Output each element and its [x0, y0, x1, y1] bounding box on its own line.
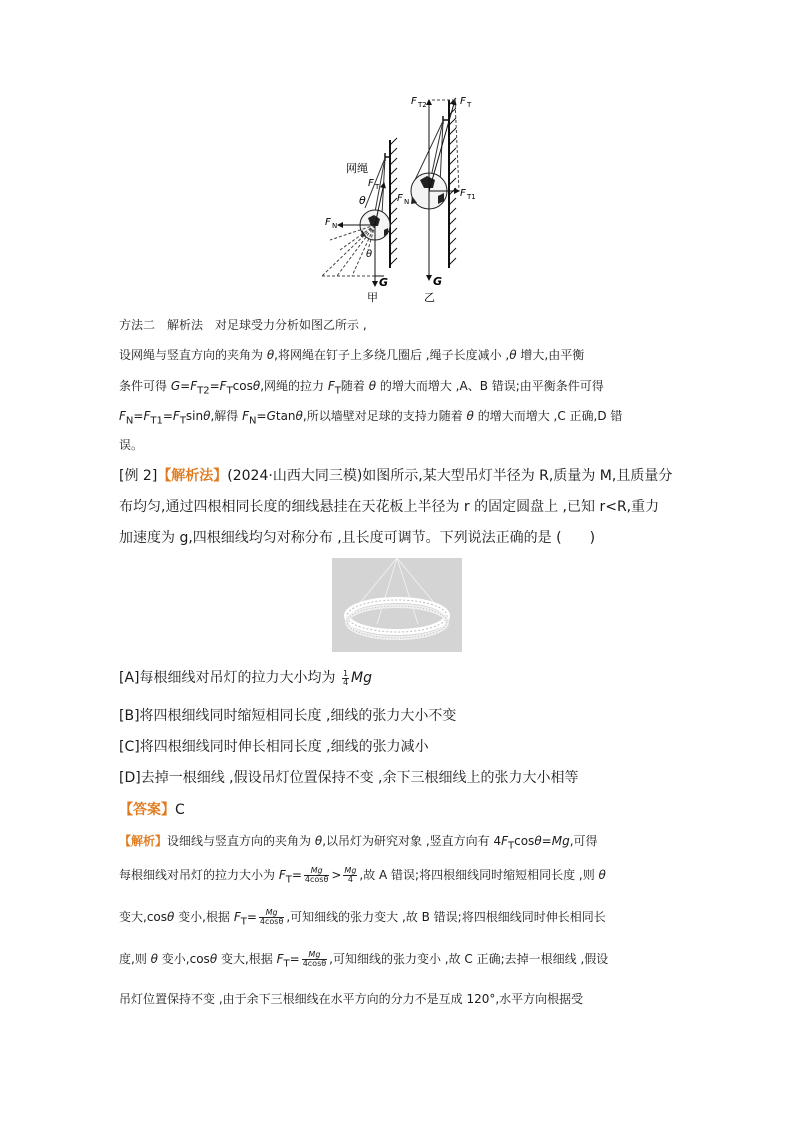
label-fn-jia: F — [325, 217, 331, 228]
label-ft-yi: F — [460, 96, 466, 107]
label-ft2: F — [411, 96, 417, 107]
label-yi: 乙 — [424, 291, 435, 304]
label-ft-jia: F — [368, 178, 374, 189]
answer-tag: 【答案】 — [119, 802, 175, 818]
fraction-mg-4: $\frac{Mg}{4}$ — [344, 866, 357, 884]
fraction-mg-4cos-2: $\frac{Mg}{4\cos\theta}$ — [259, 908, 284, 926]
analysis-line1: 【解析】设细线与竖直方向的夹角为 θ,以吊灯为研究对象 ,竖直方向有 $4F_T\cos\theta=Mg$,可得 — [119, 834, 598, 852]
example-tag: [例 2] — [119, 468, 158, 484]
label-ft1-sub: T1 — [467, 193, 476, 201]
method2-line1: 方法二 解析法 对足球受力分析如图乙所示 , — [119, 318, 367, 332]
analysis-tag: 【解析】 — [119, 834, 168, 848]
example2-line1-text: (2024·山西大同三模)如图所示,某大型吊灯半径为 R,质量为 M,且质量分 — [227, 468, 673, 484]
answer-value: C — [175, 802, 185, 818]
option-b: [B]将四根细线同时缩短相同长度 ,细线的张力大小不变 — [119, 708, 457, 724]
label-jia: 甲 — [367, 291, 378, 304]
label-wangsheng: 网绳 — [346, 162, 368, 175]
method2-line2: 设网绳与竖直方向的夹角为 θ,将网绳在钉子上多绕几圈后 ,绳子长度减小 ,θ 增大,由平衡 — [119, 348, 585, 362]
label-ft-jia-sub: T — [375, 183, 380, 191]
example2-line1 — [119, 466, 679, 486]
label-fn-jia-sub: N — [332, 222, 338, 230]
label-g-yi: G — [433, 275, 443, 288]
label-theta-jia: θ — [359, 194, 366, 207]
method2-line3: 条件可得 $G=F_{T2}=F_T\cos\theta$,网绳的拉力 $F_T$随着 θ 的增大而增大 ,A、B 错误;由平衡条件可得 — [119, 379, 604, 397]
wall-yi — [449, 98, 456, 268]
method-tag: 【解析法】 — [157, 468, 228, 484]
wall-jia — [390, 138, 397, 268]
label-fn-yi: F — [397, 193, 403, 204]
option-d: [D]去掉一根细线 ,假设吊灯位置保持不变 ,余下三根细线上的张力大小相等 — [119, 770, 579, 786]
analysis-line5: 吊灯位置保持不变 ,由于余下三根细线在水平方向的分力不是互成 120°,水平方向根据受 — [119, 992, 584, 1006]
analysis-line4: 度,则 θ 变小,cosθ 变大,根据 $F_T=$ $\frac{Mg}{4\cos\theta}$ ,可知细线的张力变小 ,故 C 正确;去掉一根细线 ,假设 — [119, 950, 609, 970]
label-ft-yi-sub: T — [467, 101, 472, 109]
option-c: [C]将四根细线同时伸长相同长度 ,细线的张力减小 — [119, 739, 429, 755]
label-g-jia: G — [379, 276, 389, 289]
label-ft2-sub: T2 — [418, 101, 427, 109]
label-ft1: F — [460, 188, 466, 199]
option-a-fraction: $\frac{1}{4}$ — [342, 668, 349, 687]
analysis-line2: 每根细线对吊灯的拉力大小为 $F_T=$ $\frac{Mg}{4\cos\theta}$ > $\frac{Mg}{4}$ ,故 A 错误;将四根细线同时缩短相同长度 ,则 θ — [119, 866, 606, 886]
answer-line — [119, 800, 679, 820]
label-theta-jia-2: θ — [366, 249, 373, 260]
fraction-mg-4cos-3: $\frac{Mg}{4\cos\theta}$ — [302, 950, 327, 968]
label-fn-yi-sub: N — [404, 198, 410, 206]
force-diagram-figure — [0, 0, 794, 310]
option-a: [A]每根细线对吊灯的拉力大小均为 $\frac{1}{4}$ Mg — [119, 668, 373, 687]
example2-line3: 加速度为 g,四根细线均匀对称分布 ,且长度可调节。下列说法正确的是 ( ) — [119, 530, 596, 546]
fraction-mg-4cos: $\frac{Mg}{4\cos\theta}$ — [304, 866, 329, 884]
method2-line4: $F_N=F_{T1}=F_T\sin\theta$,解得 $F_N=Gtan\theta$,所以墙壁对足球的支持力随着 θ 的增大而增大 ,C 正确,D 错 — [119, 409, 623, 427]
analysis-line3: 变大,cosθ 变小,根据 $F_T=$ $\frac{Mg}{4\cos\theta}$ ,可知细线的张力变大 ,故 B 错误;将四根细线同时伸长相同长 — [119, 908, 606, 928]
method2-line5: 误。 — [119, 438, 144, 452]
example2-line2: 布均匀,通过四根相同长度的细线悬挂在天花板上半径为 r 的固定圆盘上 ,已知 r<R,重力 — [119, 499, 660, 515]
chandelier-photo — [332, 558, 462, 652]
